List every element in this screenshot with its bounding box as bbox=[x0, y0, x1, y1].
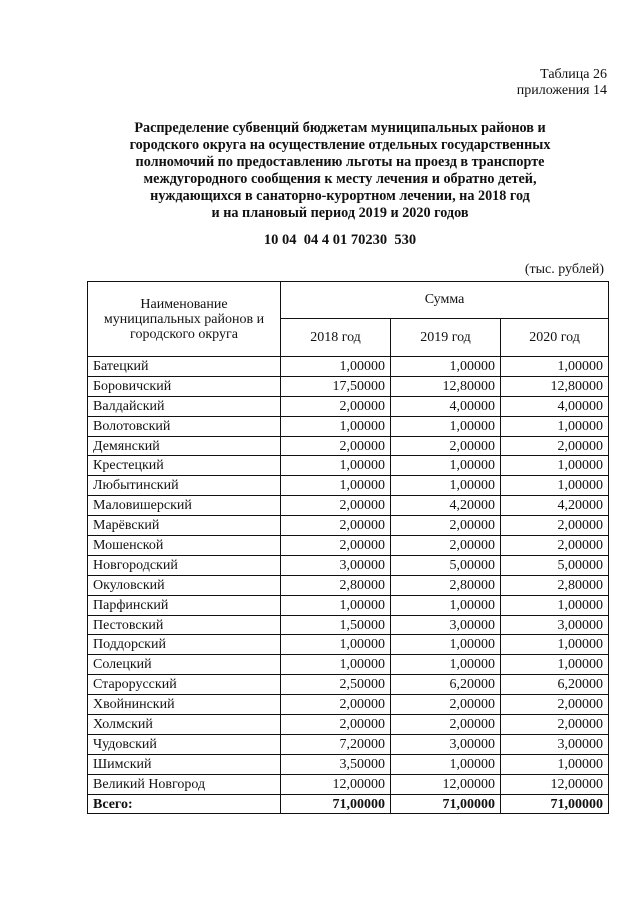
amount-cell-2019: 1,00000 bbox=[391, 635, 501, 655]
amount-cell-2020: 1,00000 bbox=[501, 357, 609, 377]
table-row bbox=[88, 595, 609, 615]
amount-cell-2019: 2,00000 bbox=[391, 715, 501, 735]
table-row bbox=[88, 774, 609, 794]
amount-cell-2018: 12,00000 bbox=[281, 774, 391, 794]
amount-cell-2019: 6,20000 bbox=[391, 675, 501, 695]
table-row bbox=[88, 615, 609, 635]
amount-cell-2019: 5,00000 bbox=[391, 555, 501, 575]
district-name-cell: Пестовский bbox=[88, 615, 281, 635]
amount-cell-2018: 2,00000 bbox=[281, 496, 391, 516]
table-row bbox=[88, 436, 609, 456]
table-row bbox=[88, 754, 609, 774]
district-name-cell: Всего: bbox=[88, 794, 281, 814]
amount-cell-2019: 1,00000 bbox=[391, 456, 501, 476]
amount-cell-2020: 1,00000 bbox=[501, 754, 609, 774]
amount-cell-2020: 4,20000 bbox=[501, 496, 609, 516]
amount-cell-2020: 3,00000 bbox=[501, 615, 609, 635]
table-row bbox=[88, 715, 609, 735]
title-line: нуждающихся в санаторно-курортном лечении, на 2018 год bbox=[150, 188, 530, 204]
amount-cell-2020: 5,00000 bbox=[501, 555, 609, 575]
amount-cell-2018: 2,00000 bbox=[281, 436, 391, 456]
title-line: полномочий по предоставлению льготы на проезд в транспорте bbox=[135, 154, 545, 170]
district-name-cell: Старорусский bbox=[88, 675, 281, 695]
title-line: Распределение субвенций бюджетам муниципальных районов и bbox=[134, 120, 546, 136]
amount-cell-2020: 2,80000 bbox=[501, 575, 609, 595]
district-name-cell: Крестецкий bbox=[88, 456, 281, 476]
amount-cell-2020: 4,00000 bbox=[501, 396, 609, 416]
district-name-cell: Великий Новгород bbox=[88, 774, 281, 794]
amount-cell-2019: 2,00000 bbox=[391, 516, 501, 536]
amount-cell-2019: 1,00000 bbox=[391, 754, 501, 774]
district-name-cell: Парфинский bbox=[88, 595, 281, 615]
amount-cell-2018: 71,00000 bbox=[281, 794, 391, 814]
amount-cell-2020: 12,80000 bbox=[501, 376, 609, 396]
district-name-cell: Марёвский bbox=[88, 516, 281, 536]
district-name-cell: Демянский bbox=[88, 436, 281, 456]
district-name-cell: Чудовский bbox=[88, 734, 281, 754]
document-title bbox=[80, 120, 600, 222]
amount-cell-2018: 1,00000 bbox=[281, 635, 391, 655]
header-year-2018: 2018 год bbox=[281, 319, 391, 357]
amount-cell-2019: 4,00000 bbox=[391, 396, 501, 416]
amount-cell-2018: 2,80000 bbox=[281, 575, 391, 595]
header-name: Наименование муниципальных районов и городского округа bbox=[88, 282, 281, 357]
district-name-cell: Маловишерский bbox=[88, 496, 281, 516]
table-row bbox=[88, 695, 609, 715]
table-row bbox=[88, 357, 609, 377]
amount-cell-2020: 1,00000 bbox=[501, 416, 609, 436]
table-row bbox=[88, 496, 609, 516]
table-row bbox=[88, 476, 609, 496]
district-name-cell: Любытинский bbox=[88, 476, 281, 496]
district-name-cell: Батецкий bbox=[88, 357, 281, 377]
table-reference bbox=[517, 67, 607, 99]
table-row bbox=[88, 555, 609, 575]
amount-cell-2019: 2,00000 bbox=[391, 536, 501, 556]
amount-cell-2020: 2,00000 bbox=[501, 715, 609, 735]
amount-cell-2020: 1,00000 bbox=[501, 476, 609, 496]
header-year-2019: 2019 год bbox=[391, 319, 501, 357]
district-name-cell: Шимский bbox=[88, 754, 281, 774]
amount-cell-2020: 2,00000 bbox=[501, 516, 609, 536]
amount-cell-2018: 2,00000 bbox=[281, 516, 391, 536]
total-row bbox=[88, 794, 609, 814]
amount-cell-2019: 12,00000 bbox=[391, 774, 501, 794]
district-name-cell: Хвойнинский bbox=[88, 695, 281, 715]
amount-cell-2018: 7,20000 bbox=[281, 734, 391, 754]
amount-cell-2018: 17,50000 bbox=[281, 376, 391, 396]
amount-cell-2019: 3,00000 bbox=[391, 734, 501, 754]
amount-cell-2019: 4,20000 bbox=[391, 496, 501, 516]
table-row bbox=[88, 416, 609, 436]
amount-cell-2019: 1,00000 bbox=[391, 595, 501, 615]
amount-cell-2018: 1,00000 bbox=[281, 655, 391, 675]
amount-cell-2018: 1,00000 bbox=[281, 595, 391, 615]
amount-cell-2020: 1,00000 bbox=[501, 595, 609, 615]
district-name-cell: Поддорский bbox=[88, 635, 281, 655]
subvention-table bbox=[87, 281, 609, 814]
amount-cell-2019: 3,00000 bbox=[391, 615, 501, 635]
table-row bbox=[88, 396, 609, 416]
amount-cell-2018: 3,50000 bbox=[281, 754, 391, 774]
amount-cell-2018: 2,00000 bbox=[281, 536, 391, 556]
table-row bbox=[88, 516, 609, 536]
district-name-cell: Солецкий bbox=[88, 655, 281, 675]
amount-cell-2020: 2,00000 bbox=[501, 436, 609, 456]
table-row bbox=[88, 536, 609, 556]
amount-cell-2018: 1,50000 bbox=[281, 615, 391, 635]
title-line: междугородного сообщения к месту лечения и обратно детей, bbox=[143, 171, 537, 187]
amount-cell-2019: 1,00000 bbox=[391, 655, 501, 675]
amount-cell-2018: 2,00000 bbox=[281, 396, 391, 416]
amount-cell-2020: 12,00000 bbox=[501, 774, 609, 794]
amount-cell-2019: 1,00000 bbox=[391, 357, 501, 377]
header-sum: Сумма bbox=[281, 282, 609, 319]
amount-cell-2020: 3,00000 bbox=[501, 734, 609, 754]
amount-cell-2020: 1,00000 bbox=[501, 456, 609, 476]
district-name-cell: Валдайский bbox=[88, 396, 281, 416]
amount-cell-2019: 2,00000 bbox=[391, 695, 501, 715]
amount-cell-2018: 1,00000 bbox=[281, 357, 391, 377]
amount-cell-2019: 71,00000 bbox=[391, 794, 501, 814]
amount-cell-2018: 1,00000 bbox=[281, 456, 391, 476]
table-row bbox=[88, 655, 609, 675]
table-number: Таблица 26 bbox=[540, 67, 607, 82]
district-name-cell: Боровичский bbox=[88, 376, 281, 396]
amount-cell-2020: 71,00000 bbox=[501, 794, 609, 814]
title-line: городского округа на осуществление отдельных государственных bbox=[129, 137, 551, 153]
table-row bbox=[88, 635, 609, 655]
table-row bbox=[88, 376, 609, 396]
district-name-cell: Волотовский bbox=[88, 416, 281, 436]
district-name-cell: Новгородский bbox=[88, 555, 281, 575]
header-year-2020: 2020 год bbox=[501, 319, 609, 357]
amount-cell-2020: 1,00000 bbox=[501, 635, 609, 655]
table-row bbox=[88, 575, 609, 595]
title-line: и на плановый период 2019 и 2020 годов bbox=[211, 205, 469, 221]
district-name-cell: Окуловский bbox=[88, 575, 281, 595]
amount-cell-2018: 2,00000 bbox=[281, 715, 391, 735]
budget-code: 10 04 04 4 01 70230 530 bbox=[263, 232, 417, 248]
district-name-cell: Холмский bbox=[88, 715, 281, 735]
appendix-number: приложения 14 bbox=[516, 83, 607, 98]
table-row bbox=[88, 734, 609, 754]
amount-cell-2019: 2,80000 bbox=[391, 575, 501, 595]
district-name-cell: Мошенской bbox=[88, 536, 281, 556]
table-row bbox=[88, 456, 609, 476]
amount-cell-2019: 2,00000 bbox=[391, 436, 501, 456]
amount-cell-2018: 2,00000 bbox=[281, 695, 391, 715]
amount-cell-2019: 12,80000 bbox=[391, 376, 501, 396]
amount-cell-2020: 2,00000 bbox=[501, 536, 609, 556]
amount-cell-2018: 1,00000 bbox=[281, 476, 391, 496]
amount-cell-2018: 2,50000 bbox=[281, 675, 391, 695]
units-label: (тыс. рублей) bbox=[524, 262, 604, 277]
amount-cell-2020: 1,00000 bbox=[501, 655, 609, 675]
amount-cell-2019: 1,00000 bbox=[391, 476, 501, 496]
amount-cell-2019: 1,00000 bbox=[391, 416, 501, 436]
amount-cell-2020: 2,00000 bbox=[501, 695, 609, 715]
amount-cell-2018: 3,00000 bbox=[281, 555, 391, 575]
amount-cell-2020: 6,20000 bbox=[501, 675, 609, 695]
table-row bbox=[88, 675, 609, 695]
amount-cell-2018: 1,00000 bbox=[281, 416, 391, 436]
